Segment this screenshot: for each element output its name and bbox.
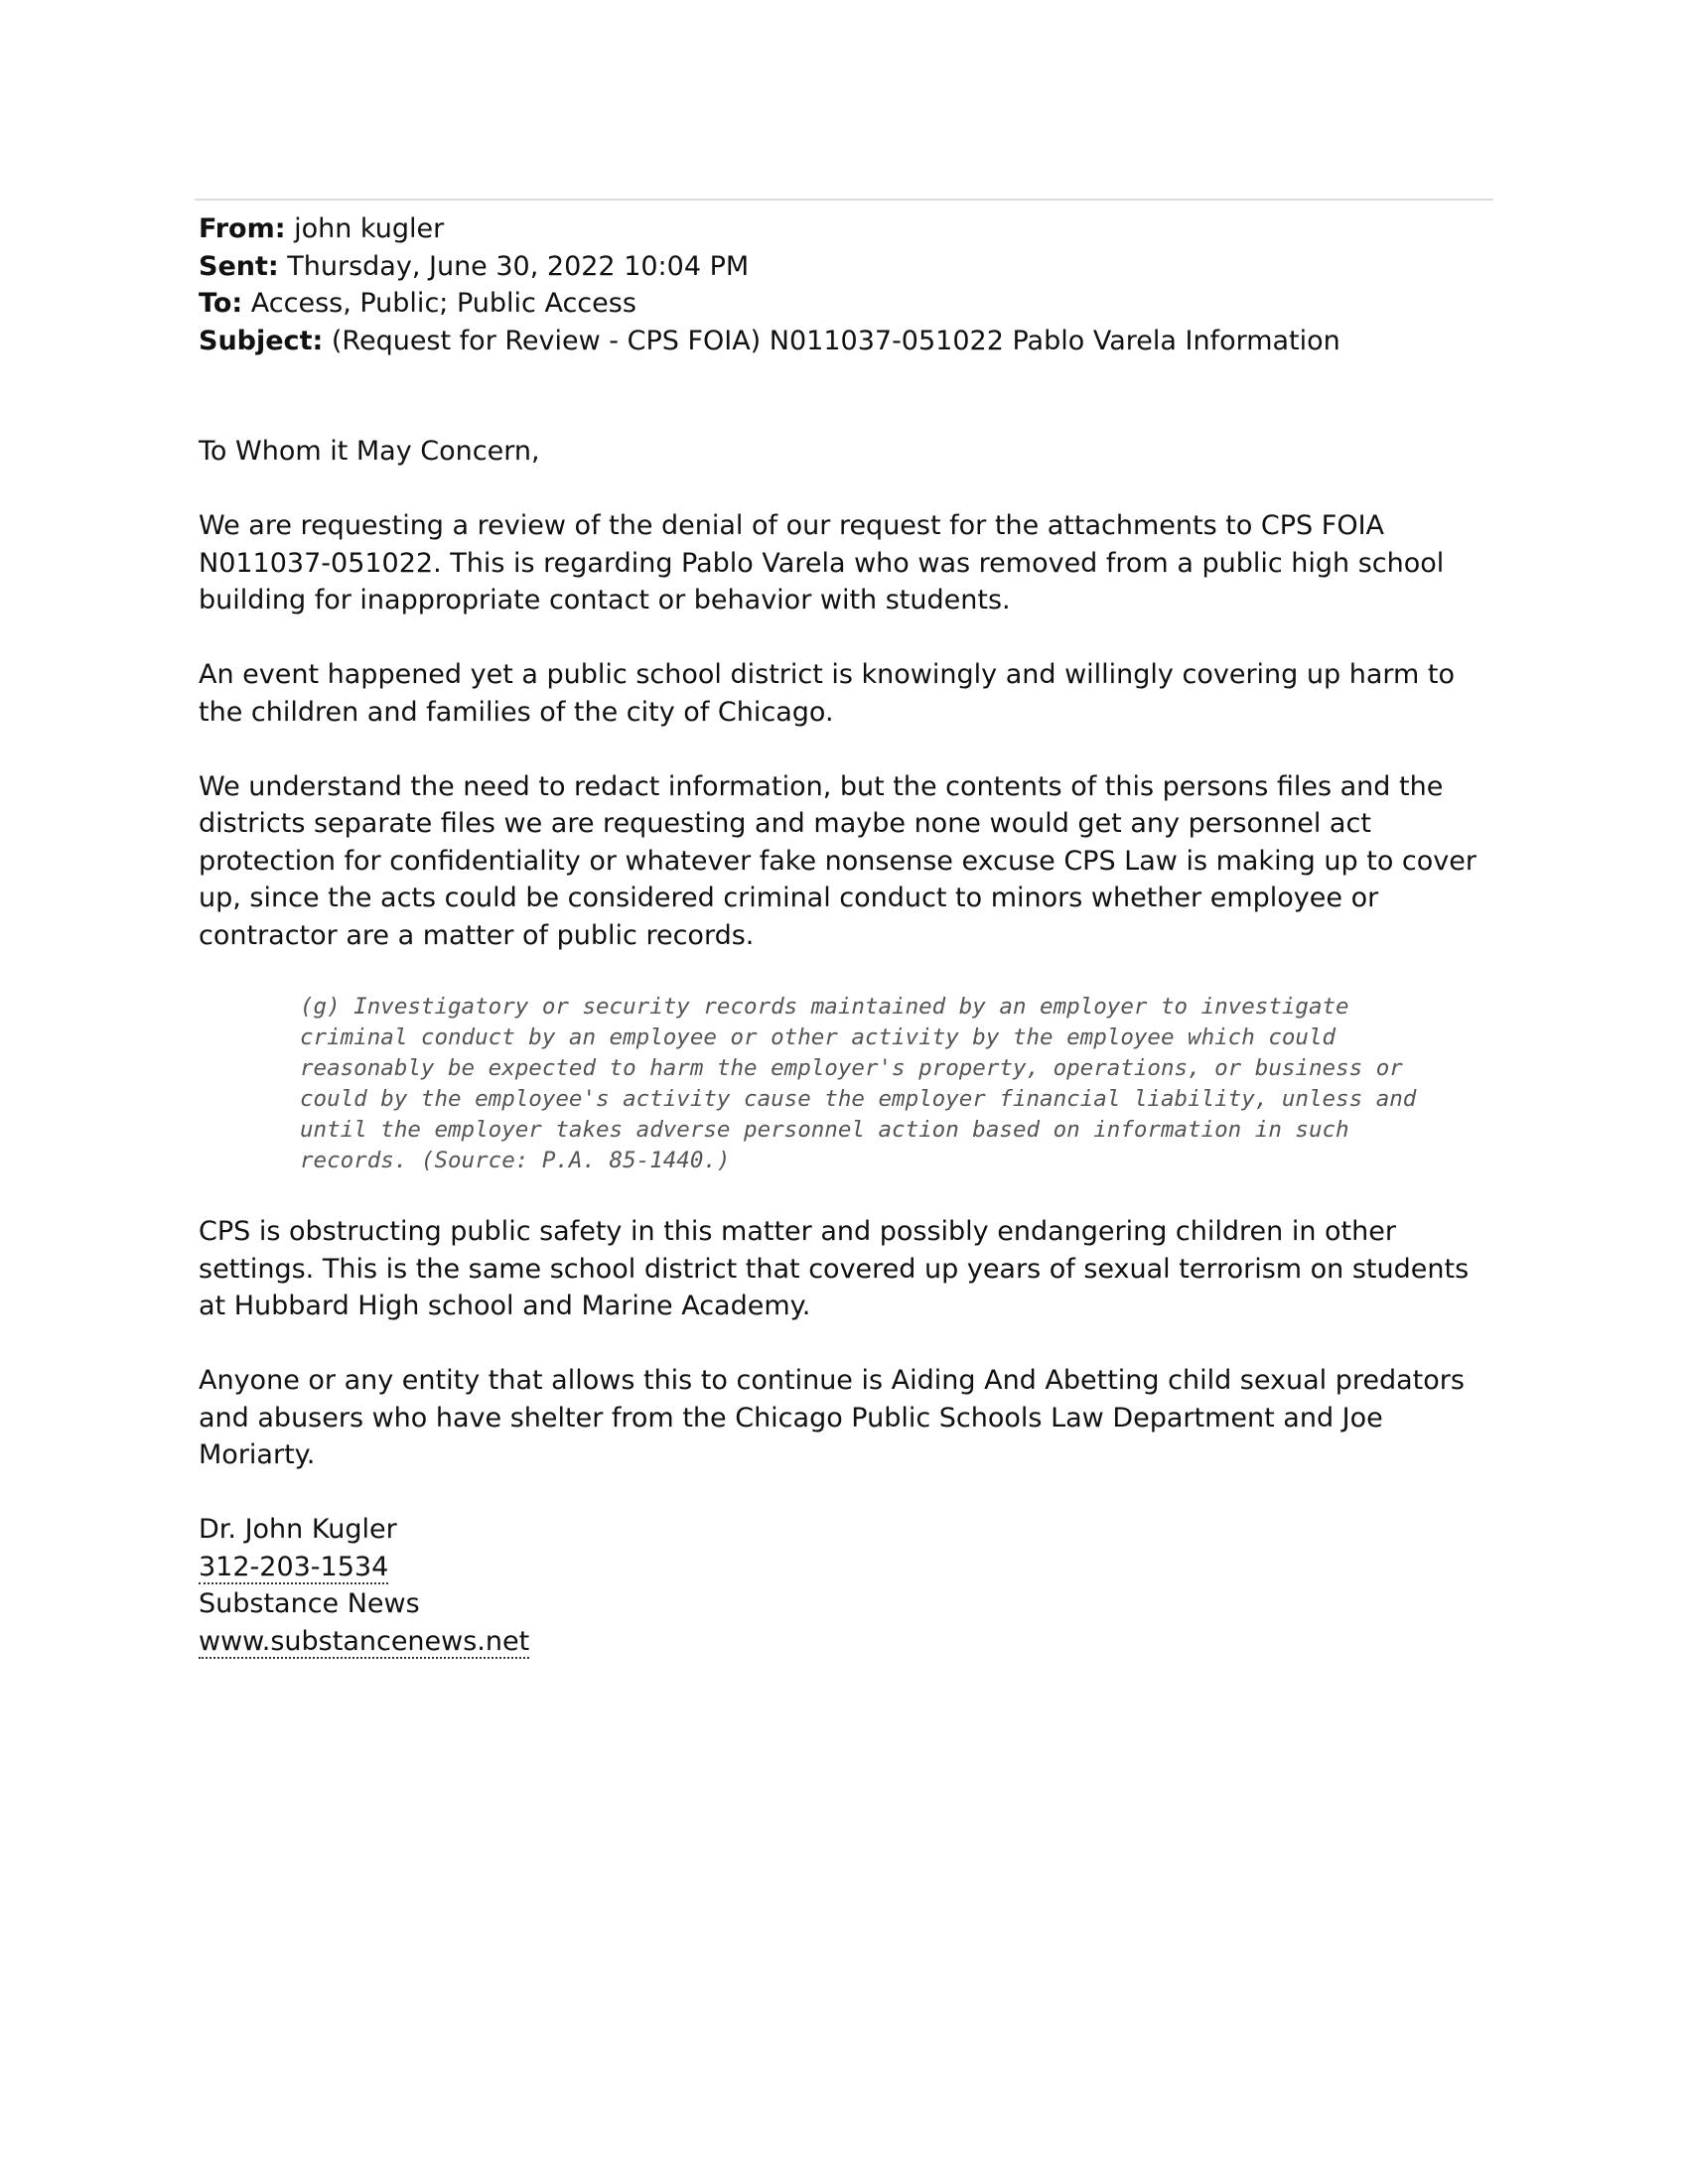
to-row xyxy=(199,285,1489,323)
paragraph-redaction: We understand the need to redact information, but the contents of this persons files and the districts separate files we are requesting and maybe none would get any personnel act protection for confidentiality or whatever fake nonsense excuse CPS Law is making up to cover up, since the acts could be considered criminal conduct to minors whether employee or contractor are a matter of public records. xyxy=(199,770,1477,951)
paragraph-request: We are requesting a review of the denial of our request for the attachments to CPS FOIA N011037-051022. This is regarding Pablo Varela who was removed from a public high school building for inappropriate contact or behavior with students. xyxy=(199,510,1445,615)
from-row xyxy=(199,210,1489,248)
statute-quote: (g) Investigatory or security records maintained by an employer to investigate criminal conduct by an employee or other activity by the employee which could reasonably be expected to harm the employer's property, operations, or business or could by the employee's activity cause the employer financial liability, unless and until the employer takes adverse personnel action based on information in such records. (Source: P.A. 85-1440.) xyxy=(300,993,1417,1173)
subject-value: (Request for Review - CPS FOIA) N011037-051022 Pablo Varela Information xyxy=(331,325,1340,356)
from-label: From: xyxy=(199,213,286,244)
website-link[interactable]: www.substancenews.net xyxy=(199,1625,530,1657)
email-body xyxy=(199,433,1499,1660)
signature-block xyxy=(199,1511,1499,1660)
sent-value: Thursday, June 30, 2022 10:04 PM xyxy=(287,250,750,282)
header-divider xyxy=(195,199,1493,201)
greeting: To Whom it May Concern, xyxy=(199,436,540,467)
paragraph-obstruction: CPS is obstructing public safety in this matter and possibly endangering children in other settings. This is the same school district that covered up years of sexual terrorism on students at Hubbard High school and Marine Academy. xyxy=(199,1216,1470,1321)
sent-row xyxy=(199,248,1489,286)
phone-link[interactable]: 312-203-1534 xyxy=(199,1551,389,1582)
signature-website-row xyxy=(199,1623,1499,1661)
to-label: To: xyxy=(199,288,243,319)
paragraph-event: An event happened yet a public school district is knowingly and willingly covering up harm to the children and families of the city of Chicago. xyxy=(199,659,1455,728)
email-header xyxy=(199,210,1489,359)
to-value: Access, Public; Public Access xyxy=(250,288,636,319)
paragraph-abetting: Anyone or any entity that allows this to continue is Aiding And Abetting child sexual predators and abusers who have shelter from the Chicago Public Schools Law Department and Joe Moriarty. xyxy=(199,1365,1465,1470)
from-value: john kugler xyxy=(294,213,445,244)
signature-phone-row xyxy=(199,1549,1499,1586)
subject-label: Subject: xyxy=(199,325,324,356)
subject-row xyxy=(199,323,1489,360)
signature-organization: Substance News xyxy=(199,1588,420,1619)
signature-name: Dr. John Kugler xyxy=(199,1514,397,1545)
sent-label: Sent: xyxy=(199,250,279,282)
